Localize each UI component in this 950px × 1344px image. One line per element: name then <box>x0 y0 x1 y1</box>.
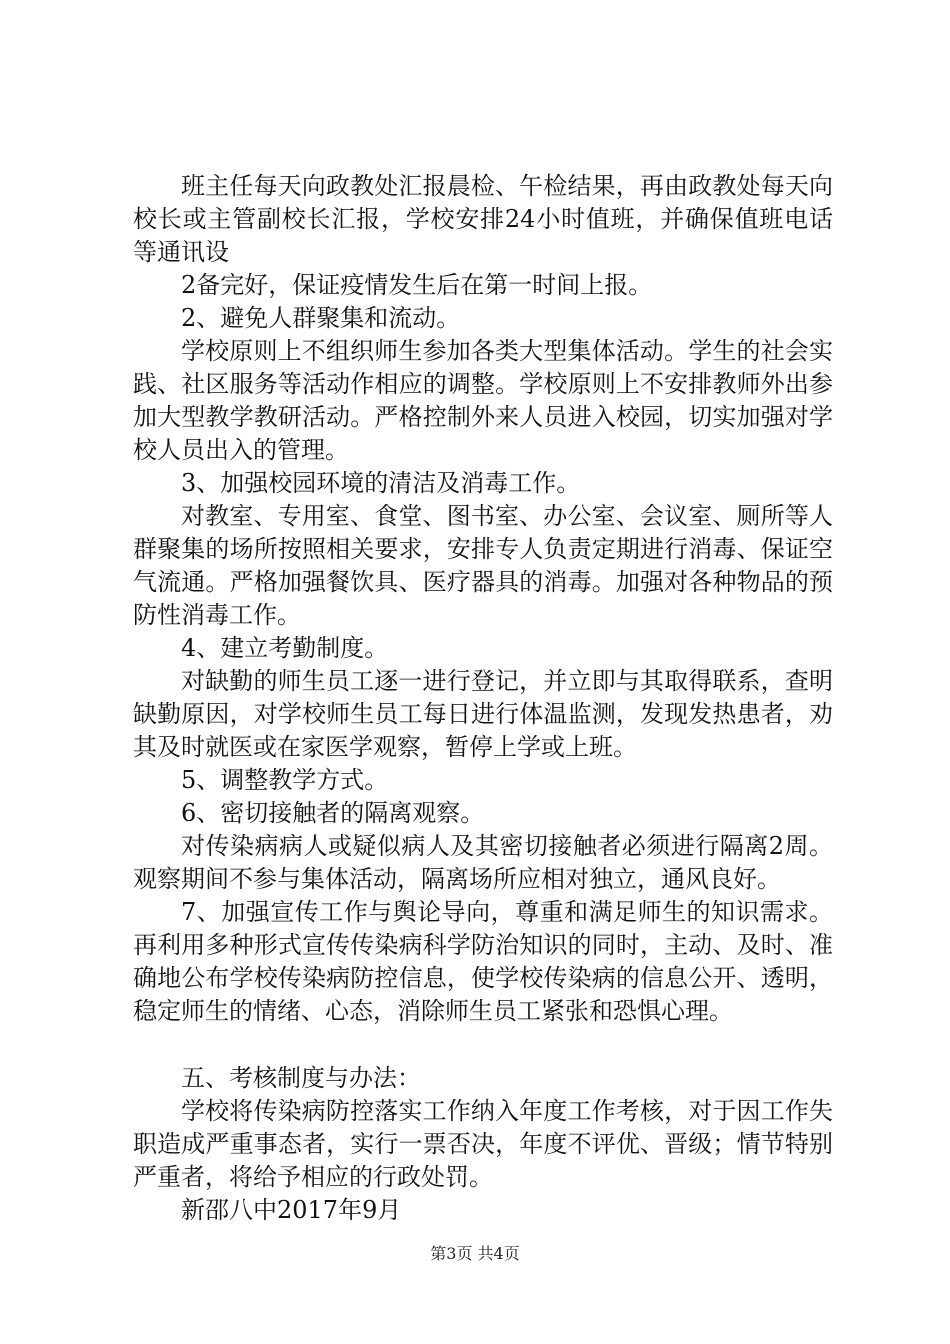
heading-assessment: 五、考核制度与办法： <box>181 1064 421 1092</box>
paragraph-avoid-gathering: 学校原则上不组织师生参加各类大型集体活动。学生的社会实践、社区服务等活动作相应的调整。学校原则上不安排教师外出参加大型教学教研活动。严格控制外来人员进入校园，切实加强对学校人员出入的管理。 <box>133 337 833 464</box>
signature-date: 新邵八中2017年9月 <box>181 1196 402 1224</box>
heading-teaching-method: 5、调整教学方式。 <box>181 766 389 794</box>
paragraph-disinfection: 对教室、专用室、食堂、图书室、办公室、会议室、厕所等人群聚集的场所按照相关要求，安排专人负责定期进行消毒、保证空气流通。严格加强餐饮具、医疗器具的消毒。加强对各种物品的预防性消毒工作。 <box>133 502 833 629</box>
paragraph-isolation: 对传染病病人或疑似病人及其密切接触者必须进行隔离2周。观察期间不参与集体活动，隔离场所应相对独立，通风良好。 <box>133 832 833 893</box>
paragraph-report-duty: 班主任每天向政教处汇报晨检、午检结果，再由政教处每天向校长或主管副校长汇报，学校安排24小时值班，并确保值班电话等通讯设 <box>133 172 833 266</box>
section-gap <box>133 1028 833 1062</box>
heading-avoid-gathering: 2、避免人群聚集和流动。 <box>181 304 461 332</box>
document-body <box>133 170 833 1227</box>
heading-isolation: 6、密切接触者的隔离观察。 <box>181 799 485 827</box>
page-number: 第3页 共4页 <box>430 1244 520 1263</box>
heading-attendance: 4、建立考勤制度。 <box>181 634 389 662</box>
heading-disinfection: 3、加强校园环境的清洁及消毒工作。 <box>181 469 581 497</box>
paragraph-publicity: 7、加强宣传工作与舆论导向，尊重和满足师生的知识需求。再利用多种形式宣传传染病科学防治知识的同时，主动、及时、准确地公布学校传染病防控信息，使学校传染病的信息公开、透明，稳定师生的情绪、心态，消除师生员工紧张和恐惧心理。 <box>133 898 833 1025</box>
paragraph-assessment: 学校将传染病防控落实工作纳入年度工作考核，对于因工作失职造成严重事态者，实行一票否决，年度不评优、晋级；情节特别严重者，将给予相应的行政处罚。 <box>133 1097 833 1191</box>
paragraph-attendance: 对缺勤的师生员工逐一进行登记，并立即与其取得联系，查明缺勤原因，对学校师生员工每日进行体温监测，发现发热患者，劝其及时就医或在家医学观察，暂停上学或上班。 <box>133 667 833 761</box>
paragraph-report-duty-cont: 2备完好，保证疫情发生后在第一时间上报。 <box>181 271 653 299</box>
